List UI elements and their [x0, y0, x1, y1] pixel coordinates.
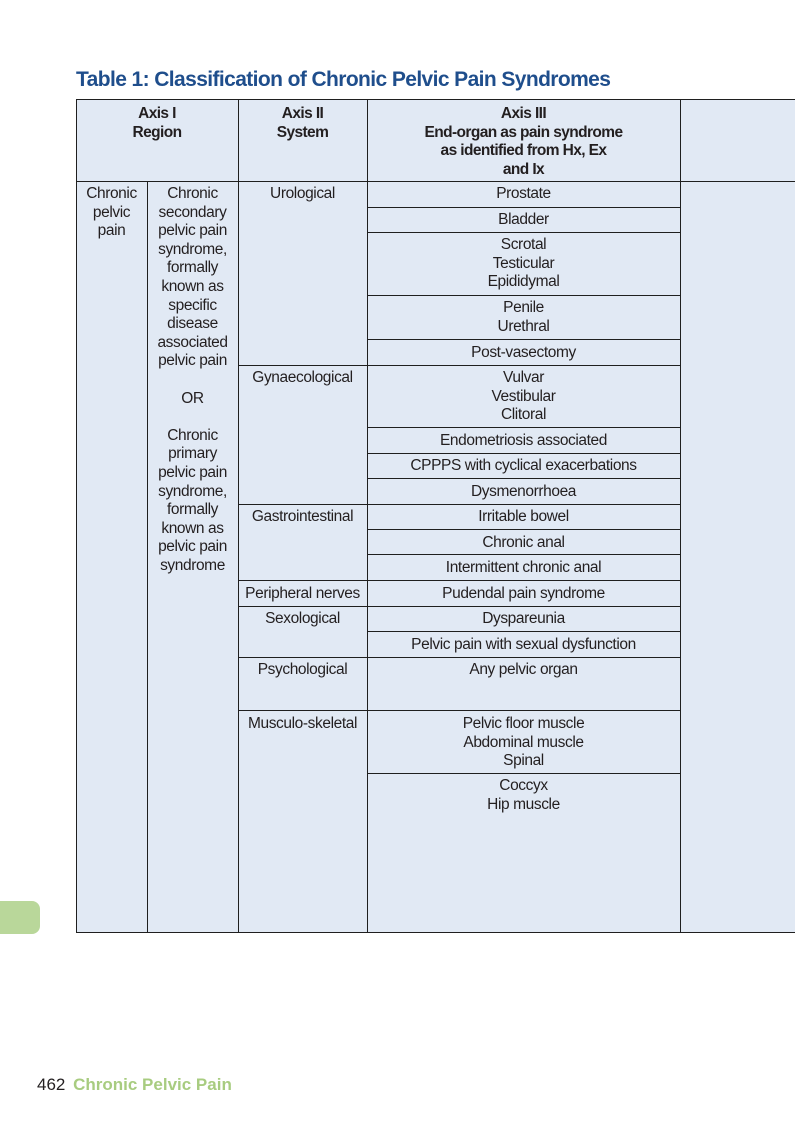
end-organ-scrotal: Scrotal Testicular Epididymal: [487, 236, 560, 291]
system-peripheral-nerves: Peripheral nerves: [245, 585, 360, 602]
col-divider-4: [680, 99, 681, 933]
system-divider: [238, 710, 680, 711]
end-organ-post-vasectomy: Post-vasectomy: [471, 344, 576, 361]
end-organ-pelvic-floor: Pelvic floor muscle Abdominal muscle Spinal: [462, 715, 585, 770]
chapter-tab: [0, 901, 40, 934]
header-axis-1: Axis I Region: [132, 105, 182, 141]
row-divider: [367, 453, 680, 454]
system-gynaecological: Gynaecological: [252, 369, 353, 386]
system-divider: [238, 365, 680, 366]
header-axis-2: Axis II System: [276, 105, 329, 141]
table-border-bottom: [76, 932, 795, 933]
system-musculo-skeletal: Musculo-skeletal: [247, 715, 358, 732]
end-organ-endometriosis: Endometriosis associated: [439, 432, 607, 449]
end-organ-dyspareunia: Dyspareunia: [482, 610, 565, 627]
end-organ-any-pelvic-organ: Any pelvic organ: [469, 661, 578, 678]
classification-table: [76, 99, 795, 933]
section-name: Chronic Pelvic Pain: [73, 1075, 232, 1094]
row-divider: [367, 773, 680, 774]
end-organ-bladder: Bladder: [498, 211, 549, 228]
row-divider: [367, 427, 680, 428]
system-sexological: Sexological: [265, 610, 340, 627]
syndrome-type-cell: Chronic secondary pelvic pain syndrome, formally known as specific disease associated pelvic pain OR Chronic primary pelvic pain syndrome, formally known as pelvic pain syndrome: [157, 185, 228, 574]
system-divider: [238, 580, 680, 581]
row-divider: [367, 339, 680, 340]
system-urological: Urological: [270, 185, 335, 202]
table-title: Table 1: Classification of Chronic Pelvic Pain Syndromes: [76, 68, 611, 91]
row-divider: [367, 207, 680, 208]
page-number: 462: [37, 1075, 66, 1094]
system-divider: [238, 504, 680, 505]
end-organ-chronic-anal: Chronic anal: [482, 534, 565, 551]
end-organ-penile: Penile Urethral: [497, 299, 550, 335]
end-organ-dysmenorrhoea: Dysmenorrhoea: [470, 483, 577, 500]
row-divider: [367, 232, 680, 233]
header-divider: [76, 181, 795, 182]
system-divider: [238, 606, 680, 607]
end-organ-sexual-dysfunction: Pelvic pain with sexual dysfunction: [411, 636, 636, 653]
end-organ-pudendal: Pudendal pain syndrome: [442, 585, 605, 602]
table-border-top: [76, 99, 795, 100]
system-gastrointestinal: Gastrointestinal: [251, 508, 354, 525]
end-organ-coccyx: Coccyx Hip muscle: [487, 777, 560, 813]
row-divider: [367, 478, 680, 479]
row-divider: [367, 554, 680, 555]
page-footer: [37, 1075, 232, 1095]
end-organ-vulvar: Vulvar Vestibular Clitoral: [491, 369, 556, 424]
system-divider: [238, 657, 680, 658]
system-psychological: Psychological: [257, 661, 348, 678]
end-organ-cppps: CPPPS with cyclical exacerbations: [410, 457, 637, 474]
row-divider: [367, 295, 680, 296]
row-divider: [367, 631, 680, 632]
region-cell: Chronic pelvic pain: [86, 185, 137, 240]
end-organ-prostate: Prostate: [496, 185, 551, 202]
end-organ-intermittent-chronic-anal: Intermittent chronic anal: [445, 559, 602, 576]
end-organ-irritable-bowel: Irritable bowel: [478, 508, 569, 525]
header-axis-3: Axis III End-organ as pain syndrome as identified from Hx, Ex and Ix: [424, 105, 623, 178]
row-divider: [367, 529, 680, 530]
